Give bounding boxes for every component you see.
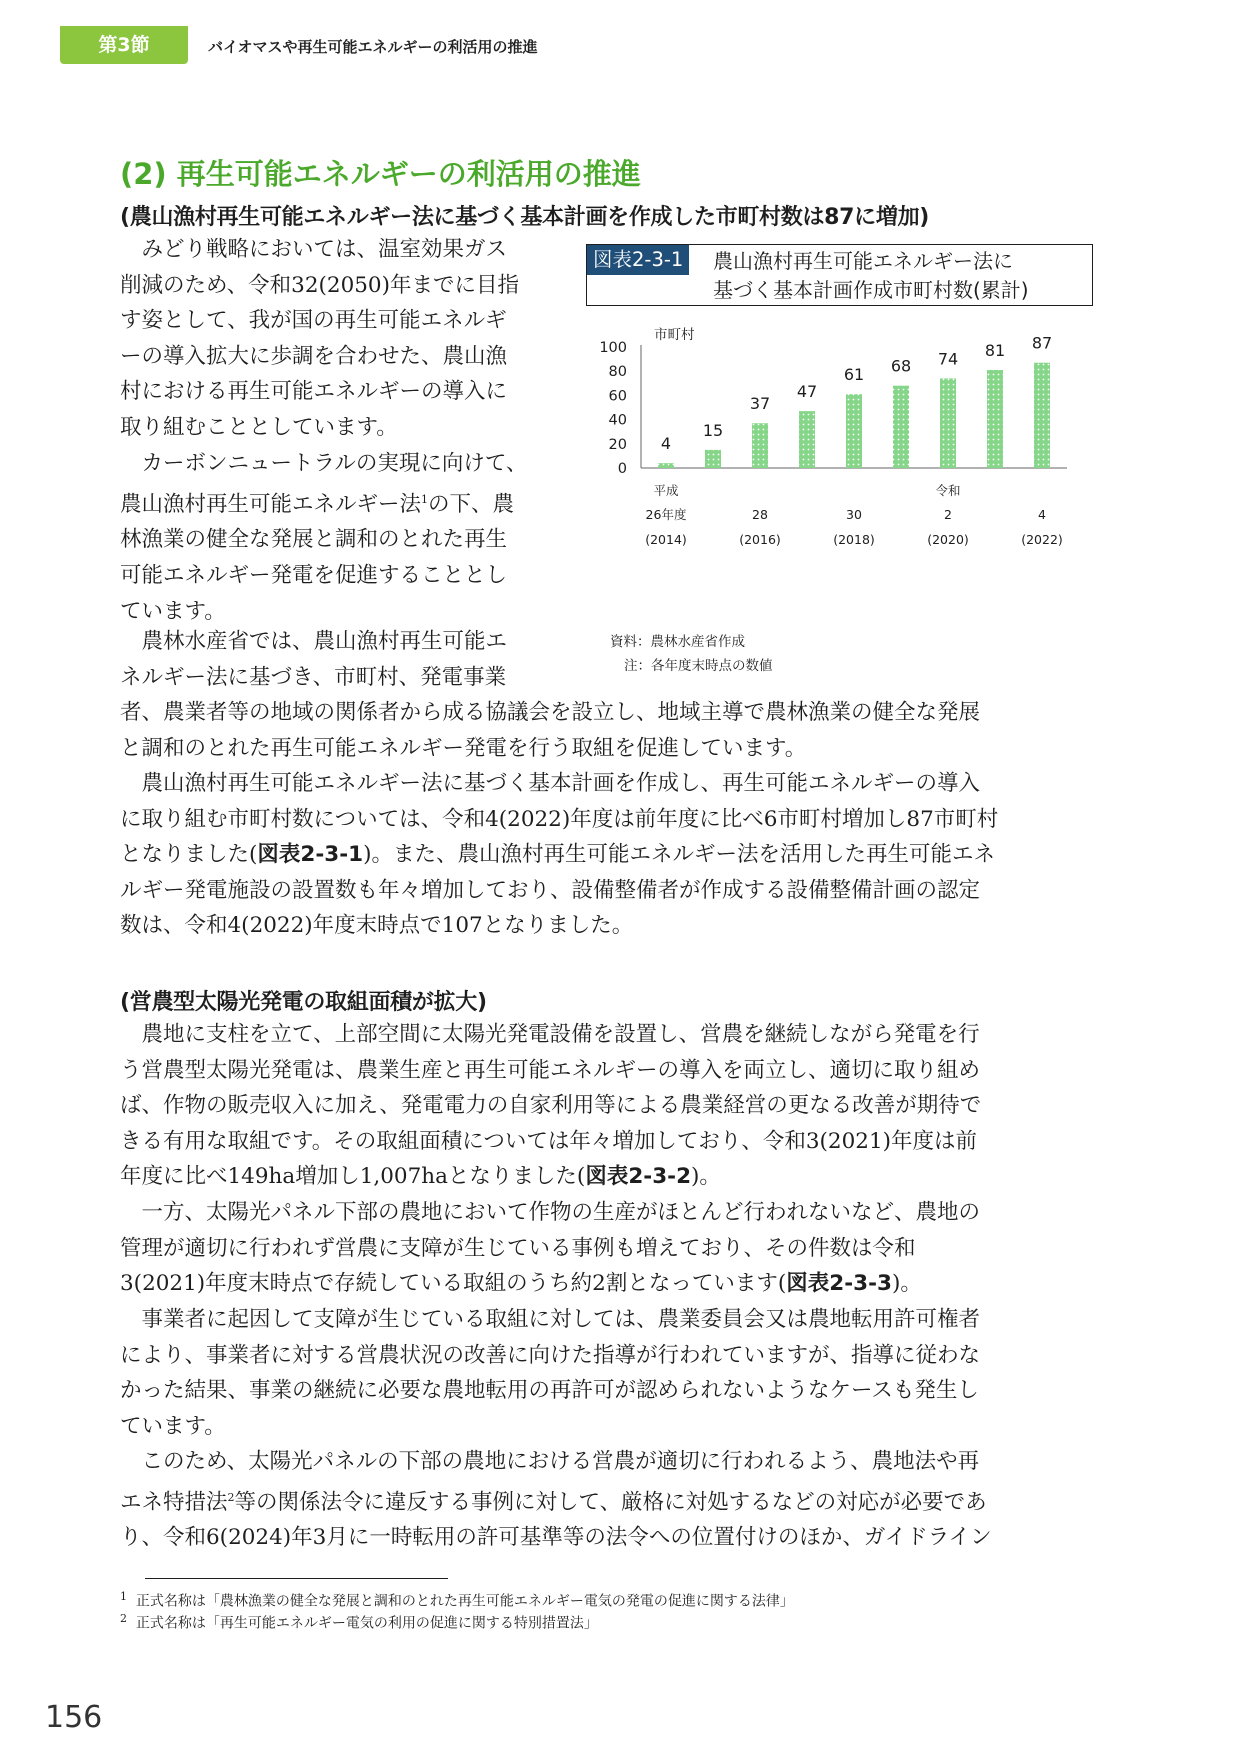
data-label: 61 xyxy=(843,365,865,385)
y-tick-label: 80 xyxy=(608,364,627,381)
footnote-divider xyxy=(145,1578,448,1579)
x-tick-label: 2 xyxy=(944,507,952,522)
bar-2014 xyxy=(658,463,674,468)
bar-2017 xyxy=(799,411,815,468)
figure-ref-2-3-2[interactable]: 図表2-3-2 xyxy=(585,1164,692,1190)
footnote-ref-1: 1 xyxy=(421,492,429,506)
paragraph-4: 農山漁村再生可能エネルギー法に基づく基本計画を作成し、再生可能エネルギーの導入 に取り組む市町村数については、令和4(2022)年度は前年度に比べ6市町村増加し87市町村 となりました(図表2-3-1)。また、農山漁村再生可能エネルギー法を活用した再生可能エネ ルギー発電施設の設置数も年々増加しており、設備整備者が作成する設備整備計画の認定 数は、令和4(2022)年度末時点で107となりました。 xyxy=(120,771,999,939)
figure-title-box xyxy=(586,244,1093,306)
figure-ref-2-3-1[interactable]: 図表2-3-1 xyxy=(257,842,364,868)
footnote-1: $^1$ 正式名称は「農林漁業の健全な発展と調和のとれた再生可能エネルギー電気の発電の促進に関する法律」 xyxy=(120,1590,794,1610)
y-tick-label: 0 xyxy=(617,461,627,477)
y-tick-label: 100 xyxy=(599,340,627,356)
paragraph-6: 一方、太陽光パネル下部の農地において作物の生産がほとんど行われないなど、農地の 管理が適切に行われず営農に支障が生じている事例も増えており、その件数は令和 3(2021)年度末時点で存続している取組のうち約2割となっています(図表2-3-3)。 xyxy=(120,1200,981,1297)
data-label: 74 xyxy=(937,349,959,369)
data-label: 87 xyxy=(1031,333,1053,353)
bar-2016 xyxy=(752,423,768,468)
paragraph-7: 事業者に起因して支障が生じている取組に対しては、農業委員会又は農地転用許可権者 により、事業者に対する営農状況の改善に向けた指導が行われていますが、指導に従わな かった結果、事業の継続に必要な農地転用の再許可が認められないようなケースも発生し ています。 xyxy=(120,1307,981,1439)
paragraph-3-wide: 者、農業者等の地域の関係者から成る協議会を設立し、地域主導で農林漁業の健全な発展 と調和のとれた再生可能エネルギー発電を行う取組を促進しています。 xyxy=(120,700,981,761)
figure-source: 資料：農林水産省作成 xyxy=(610,634,745,650)
page-number: 156 xyxy=(45,1700,103,1735)
data-label: 68 xyxy=(890,356,912,376)
subheading-solar: (営農型太陽光発電の取組面積が拡大) xyxy=(120,990,487,1015)
x-tick-era: 平成 xyxy=(653,483,679,498)
x-tick-year: (2014) xyxy=(645,532,687,547)
data-label: 37 xyxy=(749,394,771,414)
y-tick-label: 60 xyxy=(608,388,627,405)
bar-2018 xyxy=(846,394,862,468)
section-title: バイオマスや再生可能エネルギーの利活用の推進 xyxy=(208,38,538,56)
x-tick-label: 26年度 xyxy=(645,507,687,522)
paragraph-8: このため、太陽光パネルの下部の農地における営農が適切に行われるよう、農地法や再 エネ特措法$^2$等の関係法令に違反する事例に対して、厳格に対処するなどの対応が必要であ り、令和6(2024)年3月に一時転用の許可基準等の法令への位置付けのほか、ガイドライン xyxy=(120,1449,992,1551)
figure-note: 注：各年度末時点の数値 xyxy=(624,658,773,674)
section-tab: 第3節 xyxy=(60,26,188,64)
data-label: 47 xyxy=(796,382,818,402)
section-heading: (2) 再生可能エネルギーの利活用の推進 xyxy=(120,157,641,191)
bar-2020 xyxy=(940,378,956,468)
figure-ref-2-3-3[interactable]: 図表2-3-3 xyxy=(786,1271,892,1297)
x-tick-label: 28 xyxy=(752,507,768,522)
x-tick-era: 令和 xyxy=(935,483,961,498)
bar-2019 xyxy=(893,386,909,468)
bar-chart xyxy=(586,322,1096,614)
y-tick-label: 40 xyxy=(608,412,627,429)
y-axis-label: 市町村 xyxy=(654,327,695,343)
footnote-2: $^2$ 正式名称は「再生可能エネルギー電気の利用の促進に関する特別措置法」 xyxy=(120,1612,598,1632)
y-tick-label: 20 xyxy=(608,436,627,453)
bar-2015 xyxy=(705,450,721,468)
x-tick-year: (2022) xyxy=(1021,532,1063,547)
x-tick-label: 4 xyxy=(1038,507,1046,522)
figure-label: 図表2-3-1 xyxy=(587,245,689,275)
paragraph-5: 農地に支柱を立て、上部空間に太陽光発電設備を設置し、営農を継続しながら発電を行 う営農型太陽光発電は、農業生産と再生可能エネルギーの導入を両立し、適切に取り組め ば、作物の販売収入に加え、発電電力の自家利用等による農業経営の更なる改善が期待で きる有用な取組です。その取組面積については年々増加しており、令和3(2021)年度は前 年度に比べ149ha増加し1,007haとなりました(図表2-3-2)。 xyxy=(120,1022,982,1190)
bar-2021 xyxy=(987,370,1003,468)
paragraph-3-narrow: 農林水産省では、農山漁村再生可能エ ネルギー法に基づき、市町村、発電事業 xyxy=(120,629,508,690)
data-label: 81 xyxy=(984,340,1006,360)
figure-title: 農山漁村再生可能エネルギー法に 基づく基本計画作成市町村数(累計) xyxy=(713,249,1029,302)
x-tick-label: 30 xyxy=(846,507,862,522)
x-tick-year: (2018) xyxy=(833,532,875,547)
subheading-plan: (農山漁村再生可能エネルギー法に基づく基本計画を作成した市町村数は87に増加) xyxy=(120,205,930,230)
paragraph-2: カーボンニュートラルの実現に向けて、 農山漁村再生可能エネルギー法$^1$の下、農 林漁業の健全な発展と調和のとれた再生 可能エネルギー発電を促進することとし ています。 xyxy=(120,451,528,624)
data-label: 4 xyxy=(660,434,672,454)
footnote-ref-2: 2 xyxy=(227,1490,235,1504)
x-tick-year: (2016) xyxy=(739,532,781,547)
bar-2022 xyxy=(1034,363,1050,468)
data-label: 15 xyxy=(702,420,724,440)
x-tick-year: (2020) xyxy=(927,532,969,547)
paragraph-1: みどり戦略においては、温室効果ガス 削減のため、令和32(2050)年までに目指 す姿として、我が国の再生可能エネルギ ーの導入拡大に歩調を合わせた、農山漁 村における再生可能エネルギーの導入に 取り組むこととしています。 xyxy=(120,237,519,440)
